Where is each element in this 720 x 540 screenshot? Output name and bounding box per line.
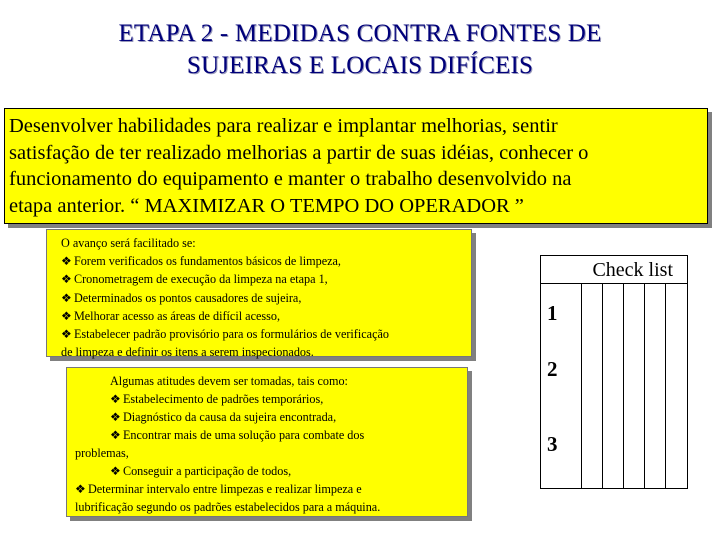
checklist-column-line — [623, 284, 624, 488]
diamond-bullet-icon: ❖ — [110, 410, 121, 424]
objective-box — [4, 108, 708, 224]
objective-line-3: funcionamento do equipamento e manter o trabalho desenvolvido na — [9, 168, 572, 190]
diamond-bullet-icon: ❖ — [61, 327, 72, 342]
checklist-column-line — [581, 284, 582, 488]
checklist-column-line — [602, 284, 603, 488]
diamond-bullet-icon: ❖ — [61, 254, 72, 269]
title-line-2: SUJEIRAS E LOCAIS DIFÍCEIS — [186, 52, 534, 79]
attitudes-box — [66, 367, 468, 517]
list-item-continuation: de limpeza e definir os itens a serem inspecionados. — [61, 345, 314, 360]
list-item: ❖ Determinados os pontos causadores de sujeira, — [61, 290, 302, 305]
list-item: ❖ Melhorar acesso as áreas de difícil acesso, — [61, 308, 281, 323]
objective-line-2: satisfação de ter realizado melhorias a partir de suas idéias, conhecer o — [9, 141, 589, 164]
list-item: ❖ Conseguir a participação de todos, — [110, 464, 292, 478]
diamond-bullet-icon: ❖ — [110, 392, 121, 406]
facilitated-box — [46, 229, 472, 360]
checklist-row-number: 1 — [547, 301, 558, 325]
checklist-title: Check list — [592, 259, 673, 281]
list-item: ❖ Diagnóstico da causa da sujeira encontrada, — [110, 410, 337, 424]
objective-line-4: etapa anterior. “ MAXIMIZAR O TEMPO DO OPERADOR ” — [9, 194, 524, 217]
list-item: ❖ Encontrar mais de uma solução para combate dos — [110, 428, 365, 442]
checklist-table — [540, 255, 688, 489]
list-item: ❖ Cronometragem de execução da limpeza na etapa 1, — [61, 272, 328, 287]
checklist-column-line — [644, 284, 645, 488]
list-item: ❖ Forem verificados os fundamentos básicos de limpeza, — [61, 254, 341, 269]
list-item-continuation: lubrificação segundo os padrões estabelecidos para a máquina. — [75, 500, 381, 514]
diamond-bullet-icon: ❖ — [61, 308, 72, 323]
diamond-bullet-icon: ❖ — [61, 272, 72, 287]
list-item: ❖ Estabelecer padrão provisório para os formulários de verificação — [61, 327, 389, 342]
list-item: ❖ Determinar intervalo entre limpezas e realizar limpeza e — [75, 482, 362, 496]
checklist-header — [541, 256, 687, 284]
list-item-continuation: problemas, — [75, 446, 129, 460]
checklist-grid — [541, 284, 687, 488]
facilitated-intro: O avanço será facilitado se: — [61, 236, 196, 250]
list-item: ❖ Estabelecimento de padrões temporários, — [110, 392, 324, 406]
checklist-row-number: 3 — [547, 432, 558, 456]
title-line-1: ETAPA 2 - MEDIDAS CONTRA FONTES DE — [118, 20, 602, 47]
checklist-row-number: 2 — [547, 357, 558, 381]
diamond-bullet-icon: ❖ — [61, 290, 72, 305]
diamond-bullet-icon: ❖ — [110, 464, 121, 478]
diamond-bullet-icon: ❖ — [75, 482, 86, 496]
attitudes-intro: Algumas atitudes devem ser tomadas, tais como: — [110, 374, 348, 388]
objective-line-1: Desenvolver habilidades para realizar e implantar melhorias, sentir — [9, 115, 558, 137]
diamond-bullet-icon: ❖ — [110, 428, 121, 442]
checklist-column-line — [665, 284, 666, 488]
page-title — [0, 18, 720, 82]
